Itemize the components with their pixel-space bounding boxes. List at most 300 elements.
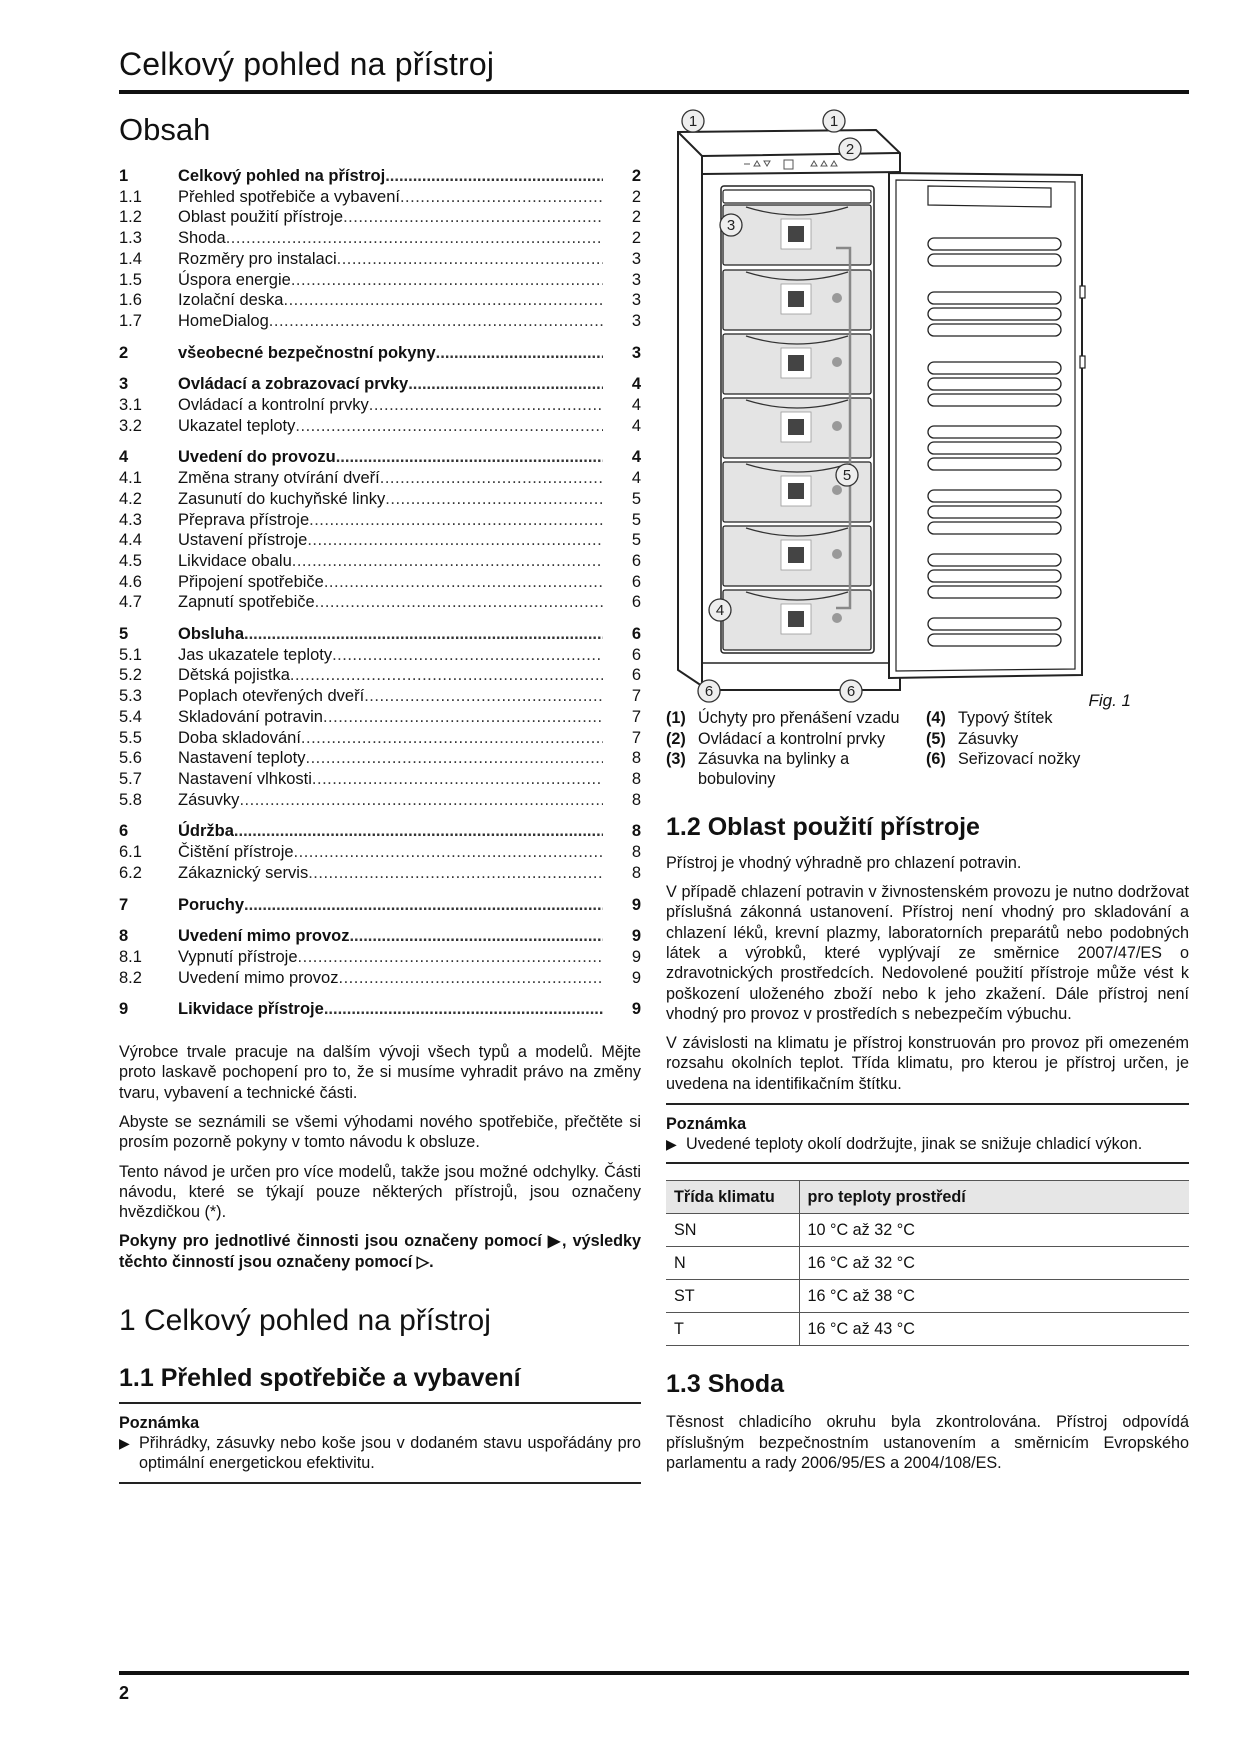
toc-number: 5.2: [119, 666, 142, 685]
toc-number: 3.1: [119, 396, 142, 415]
legend-item: [666, 709, 926, 729]
temperature-range-cell: 10 °C až 32 °C: [799, 1214, 1189, 1247]
toc-entry[interactable]: [119, 395, 641, 416]
toc-number: 5.7: [119, 769, 142, 788]
toc-chapter-entry[interactable]: [119, 926, 641, 947]
toc-label-wrap: [178, 270, 603, 291]
toc-label-wrap: [178, 343, 603, 364]
note-text: Uvedené teploty okolí dodržujte, jinak se snižuje chladicí výkon.: [686, 1135, 1143, 1154]
toc-title: Obsah: [119, 112, 211, 147]
door-shelf: [928, 254, 1061, 266]
toc-label: Údržba: [178, 822, 234, 841]
toc-label-wrap: [178, 863, 603, 884]
intro-paragraph: Abyste se seznámili se všemi výhodami nového spotřebiče, přečtěte si prosím pozorně pokyny v tomto návodu k obsluze.: [119, 1112, 641, 1152]
toc-label: Ustavení přístroje: [178, 531, 308, 550]
toc-leader-dots: [337, 249, 603, 270]
refrigerator-illustration: [666, 108, 1189, 703]
body-paragraph: Těsnost chladicího okruhu byla zkontrolována. Přístroj odpovídá příslušným bezpečnostním ustanovením a směrnicím Evropského parlamentu a rady 2006/95/ES a 2004/108/ES.: [666, 1413, 1189, 1472]
legend-number: (5): [926, 729, 946, 748]
drawer-marker: [832, 485, 842, 495]
toc-label-wrap: [178, 166, 603, 187]
toc-entry[interactable]: [119, 968, 641, 989]
toc-label: Ovládací a zobrazovací prvky: [178, 375, 409, 394]
toc-entry[interactable]: [119, 592, 641, 613]
legend-item: [666, 730, 926, 750]
toc-page-number: 6: [631, 625, 641, 644]
toc-label: Poruchy: [178, 895, 245, 914]
legend-number: (1): [666, 709, 686, 727]
toc-leader-dots: [292, 551, 603, 572]
toc-leader-dots: [308, 863, 603, 884]
note-box: [666, 1103, 1189, 1164]
toc-number: 5.8: [119, 790, 142, 809]
toc-leader-dots: [244, 624, 603, 645]
toc-entry[interactable]: [119, 728, 641, 749]
toc-group: [119, 821, 641, 883]
legend-text: Zásuvka na bylinky a bobuloviny: [698, 750, 850, 789]
toc-chapter-entry[interactable]: [119, 447, 641, 468]
section-1-2-body: [666, 853, 1189, 1094]
table-row: [666, 1247, 1189, 1280]
toc-leader-dots: [315, 592, 603, 613]
callout-number: 1: [688, 113, 698, 130]
legend-number: (3): [666, 750, 686, 769]
toc-chapter-entry[interactable]: [119, 166, 641, 187]
door-shelf: [928, 618, 1061, 630]
toc-number: 1: [119, 167, 129, 185]
toc-label-wrap: [178, 748, 603, 769]
drawer-marker: [832, 357, 842, 367]
toc-label-wrap: [178, 489, 603, 510]
toc-label-wrap: [178, 290, 603, 311]
callout-marker: [823, 110, 845, 132]
legend-item: [926, 709, 1189, 729]
toc-label-wrap: [178, 665, 603, 686]
toc-page-number: 8: [631, 790, 641, 809]
toc-number: 9: [119, 1000, 129, 1019]
toc-entry[interactable]: [119, 228, 641, 249]
toc-page-number: 9: [631, 947, 641, 966]
toc-page-number: 4: [631, 448, 641, 467]
toc-page-number: 6: [631, 551, 641, 570]
toc-chapter-entry[interactable]: [119, 821, 641, 842]
toc-label-wrap: [178, 926, 603, 947]
toc-label: Obsluha: [178, 625, 245, 644]
toc-page-number: 9: [631, 895, 641, 914]
toc-number: 3.2: [119, 416, 142, 435]
toc-number: 4.7: [119, 593, 142, 612]
toc-entry[interactable]: [119, 270, 641, 291]
toc-leader-dots: [283, 290, 603, 311]
toc-label-wrap: [178, 228, 603, 249]
toc-label: Jas ukazatele teploty: [178, 645, 333, 664]
toc-page-number: 6: [631, 593, 641, 612]
note-item: [119, 1433, 641, 1474]
toc-number: 1.7: [119, 311, 142, 330]
toc-leader-dots: [290, 665, 603, 686]
toc-group: [119, 895, 641, 916]
toc-label: Doba skladování: [178, 728, 301, 747]
door-shelf: [928, 506, 1061, 518]
intro-paragraph: Tento návod je určen pro více modelů, takže jsou možné odchylky. Části návodu, které se týkají pouze některých přístrojů, jsou označeny hvězdičkou (*).: [119, 1162, 641, 1222]
legend-number: (4): [926, 709, 946, 727]
toc-leader-dots: [312, 769, 603, 790]
legend-text: Seřizovací nožky: [958, 750, 1081, 769]
legend-number: (2): [666, 729, 686, 748]
legend-item: [926, 750, 1189, 789]
toc-label: Zasunutí do kuchyňské linky: [178, 489, 386, 508]
toc-group: [119, 166, 641, 332]
toc-leader-dots: [295, 416, 603, 437]
toc-page-number: 7: [631, 728, 641, 747]
figure-legend: [666, 709, 1189, 791]
toc-group: [119, 624, 641, 810]
intro-instructions-paragraph: Pokyny pro jednotlivé činnosti jsou označeny pomocí ▶, výsledky těchto činností jsou označeny pomocí ▷.: [119, 1232, 641, 1271]
toc-entry[interactable]: [119, 311, 641, 332]
toc-chapter-entry[interactable]: [119, 624, 641, 645]
toc-label-wrap: [178, 530, 603, 551]
toc-page-number: 3: [631, 343, 641, 362]
toc-entry[interactable]: [119, 863, 641, 884]
section-1-2-heading: 1.2 Oblast použití přístroje: [666, 812, 980, 841]
toc-group: [119, 343, 641, 364]
toc-group: [119, 999, 641, 1020]
toc-page-number: 2: [631, 167, 641, 185]
toc-page-number: 7: [631, 707, 641, 726]
toc-label-wrap: [178, 249, 603, 270]
toc-label: Skladování potravin: [178, 707, 323, 726]
toc-leader-dots: [385, 489, 603, 510]
intro-paragraph: Výrobce trvale pracuje na dalším vývoji všech typů a modelů. Mějte proto laskavě pochopení pro to, že si musíme vyhradit právo na změny tvaru, vybavení a technické části.: [119, 1043, 641, 1102]
toc-label-wrap: [178, 311, 603, 332]
toc-label-wrap: [178, 968, 603, 989]
door-shelf: [928, 490, 1061, 502]
callout-number: 6: [846, 683, 856, 700]
table-row: [666, 1214, 1189, 1247]
right-column: [666, 108, 1189, 1482]
toc-number: 7: [119, 895, 129, 914]
toc-number: 4: [119, 448, 129, 467]
toc-leader-dots: [323, 707, 603, 728]
toc-number: 2: [119, 343, 129, 362]
toc-chapter-entry[interactable]: [119, 374, 641, 395]
toc-page-number: 9: [631, 1000, 641, 1019]
toc-leader-dots: [234, 821, 603, 842]
toc-leader-dots: [301, 728, 603, 749]
toc-number: 5.4: [119, 707, 142, 726]
drawer-marker: [832, 549, 842, 559]
toc-label: Přehled spotřebiče a vybavení: [178, 187, 400, 206]
toc-chapter-entry[interactable]: [119, 895, 641, 916]
toc-leader-dots: [369, 395, 603, 416]
toc-label: Izolační deska: [178, 291, 284, 310]
toc-page-number: 4: [631, 416, 641, 435]
toc-number: 5.5: [119, 728, 142, 747]
toc-entry[interactable]: [119, 947, 641, 968]
toc-entry[interactable]: [119, 489, 641, 510]
toc-page-number: 3: [631, 311, 641, 330]
toc-leader-dots: [291, 270, 603, 291]
legend-number: (6): [926, 750, 946, 769]
toc-page-number: 2: [631, 208, 641, 227]
toc-label: Poplach otevřených dveří: [178, 687, 365, 706]
toc-label-wrap: [178, 510, 603, 531]
toc-leader-dots: [298, 947, 603, 968]
toc-number: 4.5: [119, 551, 142, 570]
toc-number: 6.1: [119, 843, 142, 862]
table-header-row: [666, 1181, 1189, 1214]
toc-label: Čištění přístroje: [178, 843, 294, 862]
toc-group: [119, 447, 641, 613]
toc-leader-dots: [364, 686, 603, 707]
note-item: [666, 1134, 1189, 1154]
legend-item: [666, 750, 926, 789]
callout-number: 2: [845, 141, 855, 158]
climate-class-cell: ST: [666, 1280, 799, 1313]
toc-number: 1.3: [119, 229, 142, 248]
legend-item: [926, 730, 1189, 750]
toc-entry[interactable]: [119, 416, 641, 437]
toc-label: Nastavení teploty: [178, 749, 306, 768]
toc-label: Přeprava přístroje: [178, 510, 310, 529]
callout-marker: [720, 214, 742, 236]
callout-marker: [840, 680, 862, 702]
toc-leader-dots: [239, 790, 603, 811]
toc-leader-dots: [385, 166, 603, 187]
toc-page-number: 5: [631, 489, 641, 508]
toc-label-wrap: [178, 728, 603, 749]
toc-label: Celkový pohled na přístroj: [178, 167, 386, 185]
toc-leader-dots: [309, 510, 603, 531]
toc-entry[interactable]: [119, 249, 641, 270]
toc-page-number: 7: [631, 687, 641, 706]
table-of-contents: [119, 166, 641, 1020]
toc-label-wrap: [178, 686, 603, 707]
body-paragraph: Přístroj je vhodný výhradně pro chlazení potravin.: [666, 853, 1022, 872]
toc-entry[interactable]: [119, 686, 641, 707]
toc-label-wrap: [178, 895, 603, 916]
climate-class-table: [666, 1180, 1189, 1346]
toc-label-wrap: [178, 207, 603, 228]
toc-entry[interactable]: [119, 530, 641, 551]
toc-page-number: 9: [631, 968, 641, 987]
toc-label-wrap: [178, 572, 603, 593]
toc-page-number: 3: [631, 291, 641, 310]
toc-label-wrap: [178, 842, 603, 863]
toc-label: všeobecné bezpečnostní pokyny: [178, 343, 436, 362]
toc-leader-dots: [307, 530, 603, 551]
temperature-range-cell: 16 °C až 43 °C: [799, 1313, 1189, 1346]
toc-page-number: 8: [631, 822, 641, 841]
toc-chapter-entry[interactable]: [119, 999, 641, 1020]
door-shelf: [928, 458, 1061, 470]
toc-entry[interactable]: [119, 290, 641, 311]
toc-label-wrap: [178, 821, 603, 842]
body-paragraph: V závislosti na klimatu je přístroj konstruován pro provoz při omezeném rozsahu okolních teplot. Třída klimatu, pro kterou je přístroj určen, je uvedena na identifikačním štítku.: [666, 1034, 1189, 1093]
toc-number: 4.1: [119, 469, 142, 488]
toc-label: Ukazatel teploty: [178, 416, 296, 435]
toc-entry[interactable]: [119, 510, 641, 531]
toc-label: HomeDialog: [178, 311, 269, 330]
toc-leader-dots: [324, 999, 603, 1020]
toc-number: 4.4: [119, 531, 142, 550]
toc-label: Připojení spotřebiče: [178, 572, 324, 591]
legend-text: Úchyty pro přenášení vzadu: [698, 709, 900, 727]
callout-marker: [682, 110, 704, 132]
legend-text: Zásuvky: [958, 729, 1019, 748]
toc-leader-dots: [349, 926, 603, 947]
climate-class-cell: T: [666, 1313, 799, 1346]
toc-page-number: 6: [631, 645, 641, 664]
door-shelf: [928, 570, 1061, 582]
drawer-marker: [832, 613, 842, 623]
intro-text: [119, 1042, 641, 1272]
toc-label: Úspora energie: [178, 270, 291, 289]
climate-class-cell: SN: [666, 1214, 799, 1247]
toc-page-number: 4: [631, 375, 641, 394]
toc-group: [119, 926, 641, 988]
toc-label: Rozměry pro instalaci: [178, 249, 337, 268]
door-shelf: [928, 522, 1061, 534]
appliance-figure: [666, 108, 1189, 710]
toc-chapter-entry[interactable]: [119, 343, 641, 364]
toc-page-number: 2: [631, 229, 641, 248]
left-column: [119, 108, 641, 1484]
toc-number: 4.3: [119, 510, 142, 529]
page-footer: [119, 1671, 1189, 1704]
toc-leader-dots: [269, 311, 603, 332]
toc-entry[interactable]: [119, 842, 641, 863]
toc-page-number: 5: [631, 531, 641, 550]
toc-group: [119, 374, 641, 436]
toc-label: Likvidace přístroje: [178, 1000, 324, 1019]
toc-number: 5.6: [119, 749, 142, 768]
toc-label: Oblast použití přístroje: [178, 208, 344, 227]
toc-number: 5: [119, 625, 129, 644]
door-shelf: [928, 378, 1061, 390]
toc-entry[interactable]: [119, 707, 641, 728]
toc-number: 1.2: [119, 208, 142, 227]
toc-label-wrap: [178, 395, 603, 416]
callout-marker: [698, 680, 720, 702]
toc-label: Dětská pojistka: [178, 666, 290, 685]
toc-entry[interactable]: [119, 748, 641, 769]
toc-leader-dots: [324, 572, 603, 593]
toc-leader-dots: [332, 645, 603, 666]
page-title: Celkový pohled na přístroj: [119, 46, 495, 82]
toc-label-wrap: [178, 187, 603, 208]
toc-label: Uvedení mimo provoz: [178, 927, 350, 946]
toc-number: 1.6: [119, 291, 142, 310]
drawer-marker: [832, 421, 842, 431]
toc-number: 8.1: [119, 947, 142, 966]
triangle-bullet-icon: ▶: [119, 1434, 130, 1451]
note-title: Poznámka: [666, 1115, 747, 1134]
note-title: Poznámka: [119, 1413, 200, 1432]
page-number: 2: [119, 1683, 130, 1703]
toc-leader-dots: [294, 842, 603, 863]
door-shelf: [928, 308, 1061, 320]
figure-label: Fig. 1: [1088, 691, 1131, 710]
callout-marker: [709, 599, 731, 621]
toc-entry[interactable]: [119, 551, 641, 572]
toc-leader-dots: [226, 228, 603, 249]
toc-page-number: 3: [631, 270, 641, 289]
footer-rule: [119, 1671, 1189, 1675]
toc-label-wrap: [178, 707, 603, 728]
toc-leader-dots: [336, 447, 603, 468]
toc-entry[interactable]: [119, 790, 641, 811]
toc-label-wrap: [178, 769, 603, 790]
toc-page-number: 8: [631, 843, 641, 862]
section-1-3-heading: 1.3 Shoda: [666, 1370, 785, 1399]
toc-leader-dots: [380, 468, 603, 489]
column-header-climate-class: Třída klimatu: [666, 1181, 799, 1214]
toc-number: 4.2: [119, 489, 142, 508]
toc-number: 4.6: [119, 572, 142, 591]
toc-page-number: 9: [631, 927, 641, 946]
toc-leader-dots: [400, 187, 603, 208]
toc-label-wrap: [178, 374, 603, 395]
door-shelf: [928, 554, 1061, 566]
table-row: [666, 1280, 1189, 1313]
toc-page-number: 8: [631, 749, 641, 768]
door-shelf: [928, 426, 1061, 438]
toc-entry[interactable]: [119, 468, 641, 489]
toc-label: Ovládací a kontrolní prvky: [178, 396, 369, 415]
header-rule: [119, 90, 1189, 94]
toc-label: Uvedení do provozu: [178, 448, 336, 467]
door-shelf: [928, 362, 1061, 374]
toc-number: 6.2: [119, 863, 142, 882]
toc-label-wrap: [178, 790, 603, 811]
toc-entry[interactable]: [119, 769, 641, 790]
toc-entry[interactable]: [119, 187, 641, 208]
toc-leader-dots: [436, 343, 603, 364]
toc-label-wrap: [178, 999, 603, 1020]
toc-page-number: 4: [631, 396, 641, 415]
climate-class-cell: N: [666, 1247, 799, 1280]
callout-number: 5: [842, 467, 852, 484]
toc-entry[interactable]: [119, 207, 641, 228]
toc-entry[interactable]: [119, 665, 641, 686]
section-1-heading: 1 Celkový pohled na přístroj: [119, 1303, 491, 1337]
toc-leader-dots: [244, 895, 603, 916]
toc-label-wrap: [178, 551, 603, 572]
toc-number: 5.3: [119, 687, 142, 706]
note-box: [119, 1402, 641, 1484]
callout-number: 1: [829, 113, 839, 130]
toc-entry[interactable]: [119, 572, 641, 593]
toc-label-wrap: [178, 416, 603, 437]
toc-label: Nastavení vlhkosti: [178, 769, 312, 788]
drawer-marker: [832, 293, 842, 303]
toc-label: Likvidace obalu: [178, 551, 292, 570]
toc-page-number: 5: [631, 510, 641, 529]
door-shelf: [928, 292, 1061, 304]
toc-label-wrap: [178, 447, 603, 468]
door-shelf: [928, 394, 1061, 406]
toc-number: 1.1: [119, 187, 142, 206]
toc-entry[interactable]: [119, 645, 641, 666]
toc-leader-dots: [306, 748, 604, 769]
page-header: [119, 44, 1189, 94]
toc-number: 1.5: [119, 270, 142, 289]
door-shelf: [928, 442, 1061, 454]
toc-number: 8.2: [119, 968, 142, 987]
callout-marker: [836, 464, 858, 486]
toc-number: 1.4: [119, 249, 142, 268]
